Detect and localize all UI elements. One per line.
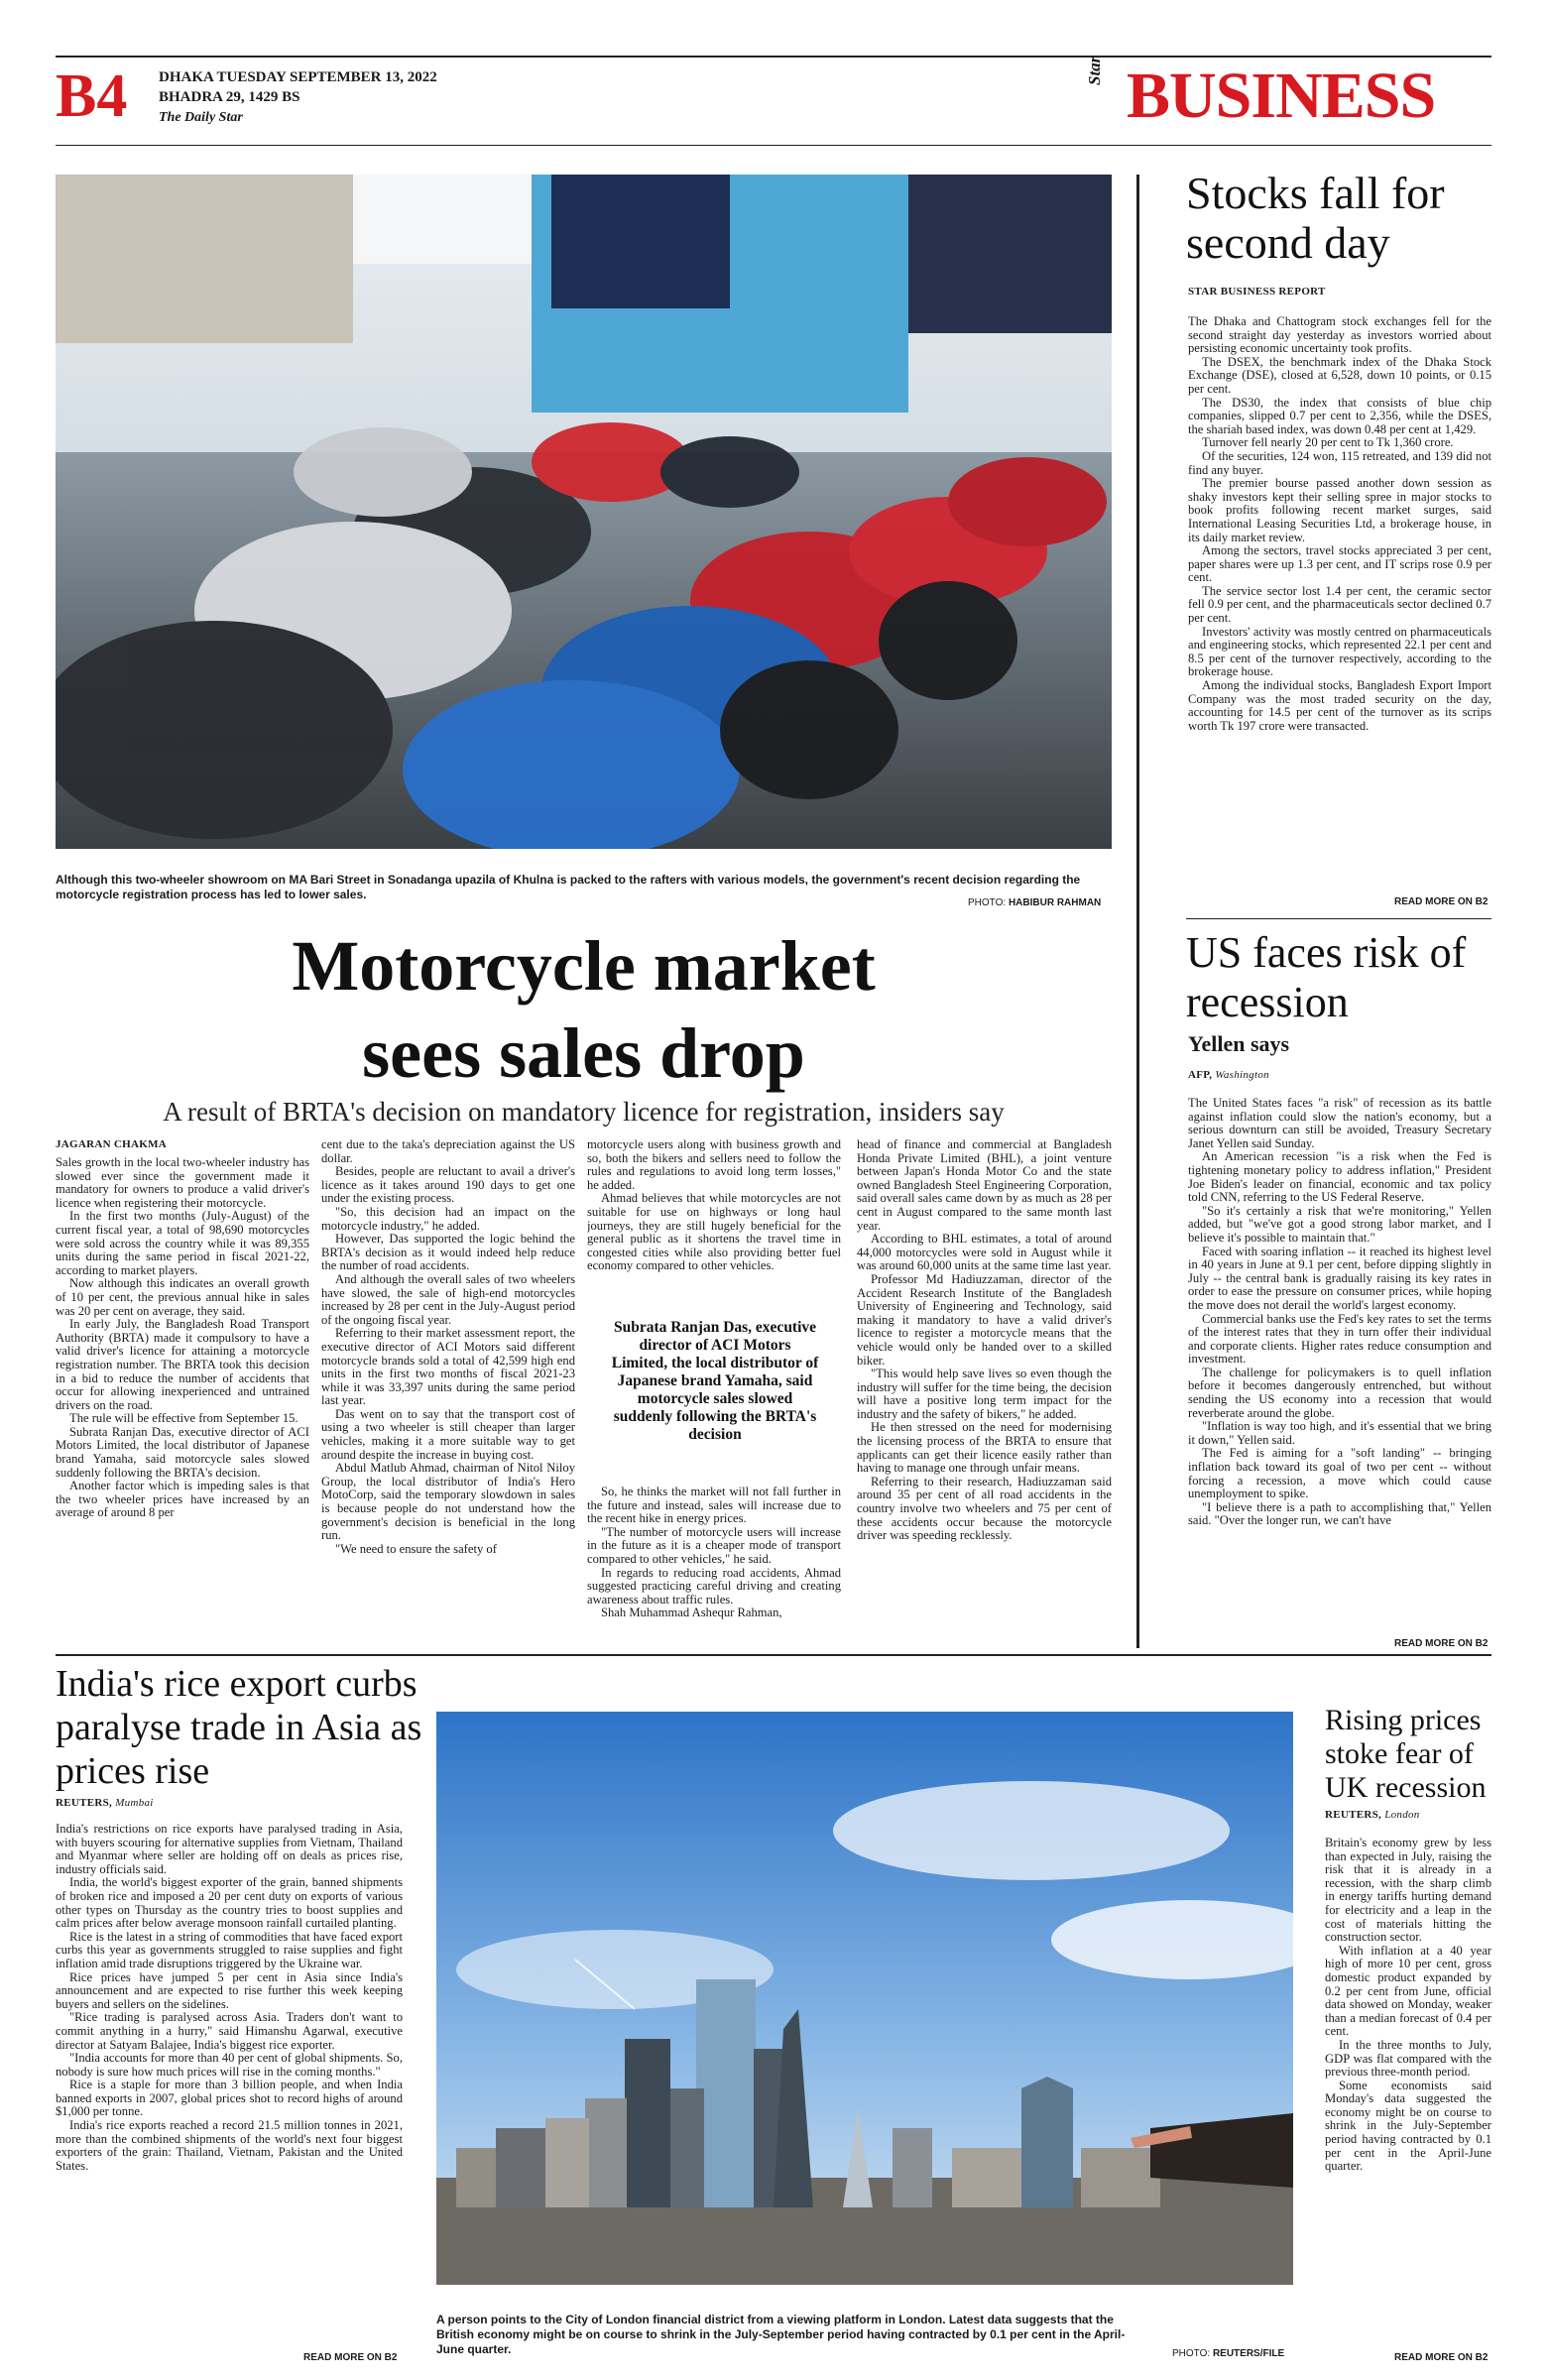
paragraph: The United States faces "a risk" of recession as its battle against inflation could slow the nation's economy, but a serious downturn can still be avoided, Treasury Secretary Janet Yellen said Sunday.: [1188, 1097, 1491, 1150]
paragraph: The premier bourse passed another down session as shaky investors kept their selling spree in major stocks to book profits following recent market surges, said International Leasing Securities Ltd, a brokerage house, in its daily market review.: [1188, 476, 1491, 544]
lead-headline-line2: sees sales drop: [362, 1013, 805, 1093]
section-title: BUSINESS: [1127, 60, 1436, 132]
stocks-body: [1188, 315, 1491, 891]
pull-quote: Subrata Ranjan Das, executive director of ACI Motors Limited, the local distributor of Japanese brand Yamaha, said motorcycle sales slowed suddenly following the BRTA's decision: [611, 1319, 819, 1443]
paragraph: However, Das supported the logic behind the BRTA's decision as it would indeed help reduce the number of road accidents.: [321, 1232, 575, 1273]
paragraph: According to BHL estimates, a total of around 44,000 motorcycles were sold in August while it was around 60,000 units at the same time last year.: [857, 1232, 1112, 1273]
lead-photo-caption: Although this two-wheeler showroom on MA Bari Street in Sonadanga upazila of Khulna is packed to the rafters with various models, the government's recent decision regarding the motorcycle registration process has led to lower sales.: [56, 873, 1081, 901]
us-byline: AFP, Washington: [1188, 1069, 1269, 1081]
paragraph: The DS30, the index that consists of blue chip companies, slipped 0.7 per cent to 2,356, while the DSES, the shariah based index, was down 0.48 per cent at 1,429.: [1188, 395, 1491, 436]
us-subhead: Yellen says: [1188, 1031, 1290, 1056]
paragraph: An American recession "is a risk when the Fed is tightening monetary policy to address inflation," President Joe Biden's leader on financial, economic and tax policy told CNN, referring to the US Federal Reserve.: [1188, 1149, 1491, 1205]
paragraph: Shah Muhammad Ashequr Rahman,: [601, 1606, 782, 1620]
paragraph: The Fed is aiming for a "soft landing" -- bringing inflation back toward its goal of two per cent -- without forcing a recession, a move which could cause unemployment to spike.: [1188, 1446, 1491, 1501]
paragraph: "Inflation is way too high, and it's essential that we bring it down," Yellen said.: [1188, 1419, 1491, 1447]
paragraph: "So, this decision had an impact on the motorcycle industry," he added.: [321, 1204, 575, 1233]
date-line: DHAKA TUESDAY SEPTEMBER 13, 2022: [159, 69, 437, 85]
paragraph: The DSEX, the benchmark index of the Dhaka Stock Exchange (DSE), closed at 6,528, down 10 points, or 0.15 per cent.: [1188, 354, 1491, 396]
paragraph: Referring to their research, Hadiuzzaman said around 35 per cent of all road accidents in the country involve two wheelers and 75 per cent of these accidents occur because the motorcycle driver was speeding recklessly.: [857, 1474, 1112, 1543]
paragraph: The rule will be effective from September 15.: [69, 1411, 298, 1426]
sidebar-divider: [1136, 175, 1139, 1648]
paragraph: So, he thinks the market will not fall further in the future and instead, sales will increase due to the recent hike in energy prices.: [587, 1486, 841, 1526]
uk-byline: REUTERS, London: [1325, 1809, 1420, 1821]
paragraph: In early July, the Bangladesh Road Transport Authority (BRTA) made it compulsory to have a valid driver's licence for attaining a motorcycle registration number. The BRTA took this decision in a bid to reduce the number of accidents that occur for allowing inexperienced and untrained drivers on the road.: [56, 1317, 309, 1412]
paragraph: Rice is a staple for more than 3 billion people, and when India banned exports in 2007, global prices shot to record highs of around $1,000 per tonne.: [56, 2078, 403, 2119]
paragraph: In regards to reducing road accidents, Ahmad suggested practicing careful driving and creating awareness about traffic rules.: [587, 1565, 841, 1606]
paragraph: Subrata Ranjan Das, executive director of ACI Motors Limited, the local distributor of Japanese brand Yamaha, said motorcycle sales slowed suddenly following the BRTA's decision.: [56, 1424, 309, 1480]
paragraph: Faced with soaring inflation -- it reached its highest level in 40 years in June at 9.1 per cent, before dipping slightly in July -- the central bank is gradually raising its key rates in order to ease the pressure on consumer prices, while hoping the move does not derail the world's largest economy.: [1188, 1244, 1491, 1312]
paragraph: head of finance and commercial at Bangladesh Honda Private Limited (BHL), a joint venture between Japan's Honda Motor Co and the state owned Bangladesh Steel Engineering Corporation, said overall sales came down by as much as 28 per cent in August compared to the same month last year.: [857, 1138, 1112, 1233]
paragraph: "This would help save lives so even though the industry will suffer for the time being, the decision will have a positive long term impact for the industry and the safety of bikers," he added.: [857, 1367, 1112, 1421]
paragraph: In the three months to July, GDP was flat compared with the previous three-month period.: [1325, 2037, 1491, 2080]
paragraph: Sales growth in the local two-wheeler industry has slowed ever since the government made it mandatory for owners to produce a valid driver's licence when registering their motorcycle.: [56, 1156, 309, 1210]
bottom-section-rule: [56, 1654, 1491, 1656]
star-mark: Star: [1085, 56, 1104, 85]
paragraph: Rice prices have jumped 5 per cent in Asia since India's announcement and are expected to rise further this week keeping buyers and sellers on the sidelines.: [56, 1969, 403, 2011]
masthead-rule: [56, 145, 1491, 146]
paragraph: "So it's certainly a risk that we're monitoring," Yellen added, but "we've got a good strong labor market, and I believe it's possible to maintain that.": [1188, 1203, 1491, 1245]
paragraph: cent due to the taka's depreciation against the US dollar.: [321, 1138, 575, 1165]
london-photo-caption: A person points to the City of London financial district from a viewing platform in London. Latest data suggests that the British economy might be on course to shrink in the July-September period having contracted by 0.1 per cent in the April-June quarter.: [436, 2313, 1126, 2356]
paragraph: India's restrictions on rice exports have paralysed trading in Asia, with buyers scouring for alternative supplies from Vietnam, Thailand and Myanmar where seller are holding off on deals as prices rise, industry officials said.: [56, 1823, 403, 1876]
uk-headline: Rising prices stoke fear of UK recession: [1325, 1704, 1487, 1804]
lead-col-3-top: [587, 1138, 841, 1313]
paragraph: Now although this indicates an overall growth of 10 per cent, the previous annual hike in sales was 20 per cent on average, they said.: [56, 1276, 309, 1318]
paragraph: Das went on to say that the transport cost of using a two wheeler is still cheaper than larger vehicles, making it a more suitable way to get around despite the increase in buying cost.: [321, 1406, 575, 1462]
paragraph: Some economists said Monday's data suggested the economy might be on course to shrink in the July-September period having contracted by 0.1 per cent in the April-June quarter.: [1325, 2078, 1491, 2174]
india-byline: REUTERS, Mumbai: [56, 1797, 154, 1809]
paragraph: Britain's economy grew by less than expected in July, raising the risk that it is already in a recession, with the sharp climb in energy tariffs hurting demand for electricity and a leap in the cost of materials hitting the construction sector.: [1325, 1837, 1491, 1945]
us-headline: US faces risk of recession: [1186, 928, 1467, 1026]
paragraph: Referring to their market assessment report, the executive director of ACI Motors said different motorcycle brands sold a total of 42,599 high end units in the first two months of fiscal 2021-23 while it was 33,397 units during the same period last year.: [321, 1326, 575, 1408]
paragraph: "India accounts for more than 40 per cent of global shipments. So, nobody is sure how much prices will rise in the coming months.": [56, 2051, 403, 2079]
paragraph: Commercial banks use the Fed's key rates to set the terms of the interest rates that they in turn offer their individual and corporate clients. Higher rates reduce consumption and investment.: [1188, 1311, 1491, 1367]
paragraph: Rice is the latest in a string of commodities that have faced export curbs this year as governments struggled to raise supplies and fight inflation amid trade disruptions triggered by the Ukraine war.: [56, 1929, 403, 1970]
paragraph: He then stressed on the need for modernising the licensing process of the BRTA to ensure that applicants can get their licence easily rather than having to manage one through unfair means.: [857, 1420, 1112, 1476]
bangla-date: BHADRA 29, 1429 BS: [159, 89, 300, 105]
uk-read-more[interactable]: READ MORE ON B2: [1394, 2352, 1489, 2363]
paragraph: Ahmad believes that while motorcycles are not suitable for use on highways or long haul journeys, they are still hugely beneficial for the general public as it shortens the travel time in congested cities while also providing better fuel economy compared to other vehicles.: [587, 1191, 841, 1273]
india-read-more[interactable]: READ MORE ON B2: [303, 2352, 398, 2363]
paragraph: Turnover fell nearly 20 per cent to Tk 1,360 crore.: [1202, 435, 1454, 450]
showroom-photo: [56, 175, 1112, 849]
stocks-read-more[interactable]: READ MORE ON B2: [1394, 896, 1489, 907]
lead-col-2: [321, 1138, 575, 1654]
paragraph: Another factor which is impeding sales is that the two wheeler prices have increased by an average of around 8 per: [56, 1479, 309, 1520]
paragraph: The challenge for policymakers is to quell inflation before it becomes dangerously entrenched, but without sending the US economy into a recession that would reverberate around the globe.: [1188, 1365, 1491, 1420]
paragraph: motorcycle users along with business growth and so, both the bikers and sellers need to follow the rules and regulations to avoid long term losses," he added.: [587, 1138, 841, 1192]
us-read-more[interactable]: READ MORE ON B2: [1394, 1638, 1489, 1649]
paragraph: India's rice exports reached a record 21.5 million tonnes in 2021, more than the combined shipments of the world's next four biggest exporters of the grain: Thailand, Vietnam, Pakistan and the United States.: [56, 2118, 403, 2173]
lead-col-4: [857, 1138, 1112, 1654]
paragraph: Among the sectors, travel stocks appreciated 3 per cent, paper shares were up 1.3 per cent, and IT scrips rose 0.9 per cent.: [1188, 543, 1491, 585]
paragraph: With inflation at a 40 year high of more 10 per cent, gross domestic product expanded by 0.2 per cent from June, official data showed on Monday, weaker than a median forecast of 0.4 per cent.: [1325, 1943, 1491, 2039]
paragraph: Besides, people are reluctant to avail a driver's licence as it takes around 190 days to get one under the existing process.: [321, 1164, 575, 1206]
paragraph: "I believe there is a path to accomplishing that," Yellen said. "Over the longer run, we can't have: [1188, 1499, 1491, 1528]
paragraph: The service sector lost 1.4 per cent, the ceramic sector fell 0.9 per cent, and the pharmaceuticals sector declined 0.7 per cent.: [1188, 583, 1491, 626]
page-number: B4: [56, 62, 128, 130]
india-body: [56, 1823, 403, 2338]
paragraph: Abdul Matlub Ahmad, chairman of Nitol Niloy Group, the local distributor of India's Hero MotoCorp, said the temporary slowdown in sales is because people do not understand how the government's decision is beneficial in the long run.: [321, 1461, 575, 1543]
paragraph: The Dhaka and Chattogram stock exchanges fell for the second straight day yesterday as investors worried about persisting economic uncertainty took profits.: [1188, 315, 1491, 356]
lead-byline: JAGARAN CHAKMA: [56, 1138, 168, 1150]
uk-body: [1325, 1837, 1491, 2342]
london-photo-credit: PHOTO: REUTERS/FILE: [1172, 2348, 1285, 2359]
lead-col-3-bottom: [587, 1486, 841, 1654]
stocks-headline: Stocks fall for second day: [1186, 168, 1445, 268]
paragraph: India, the world's biggest exporter of the grain, banned shipments of broken rice and imposed a 20 per cent duty on exports of various other types on Thursday as the country tries to boost supplies and calm prices after below average monsoon rainfall curtailed planting.: [56, 1875, 403, 1931]
lead-headline-line1: Motorcycle market: [292, 926, 876, 1006]
paragraph: Of the securities, 124 won, 115 retreated, and 139 did not find any buyer.: [1188, 448, 1491, 477]
paragraph: And although the overall sales of two wheelers have slowed, the sale of high-end motorcycles increased by 28 per cent in the July-August period of the ongoing fiscal year.: [321, 1271, 575, 1327]
lead-col-1: [56, 1156, 309, 1652]
paragraph: Professor Md Hadiuzzaman, director of the Accident Research Institute of the Bangladesh University of Engineering and Technology, said making it mandatory to have a valid driver's licence to register a motorcycle means that the vehicle would only be handed over to a skilled biker.: [857, 1271, 1112, 1368]
stocks-byline: STAR BUSINESS REPORT: [1188, 286, 1326, 298]
lead-subhead: A result of BRTA's decision on mandatory licence for registration, insiders say: [163, 1097, 1005, 1127]
lead-photo-credit: PHOTO: HABIBUR RAHMAN: [968, 897, 1102, 908]
india-headline: India's rice export curbs paralyse trade in Asia as prices rise: [56, 1663, 422, 1792]
paragraph: Among the individual stocks, Bangladesh Export Import Company was the most traded security on the day, accounting for 14.5 per cent of the turnover as its scrips worth Tk 197 crore were transacted.: [1188, 678, 1491, 733]
paragraph: "The number of motorcycle users will increase in the future as it is a cheaper mode of transport compared to other vehicles," he said.: [587, 1524, 841, 1566]
london-skyline-photo: [436, 1712, 1293, 2285]
us-body: [1188, 1097, 1491, 1638]
paragraph: "We need to ensure the safety of: [335, 1541, 497, 1556]
paragraph: "Rice trading is paralysed across Asia. Traders don't want to commit anything in a hurry," said Himanshu Agarwal, executive director at Satyam Balajee, India's biggest rice exporter.: [56, 2010, 403, 2052]
paragraph: In the first two months (July-August) of the current fiscal year, a total of 98,690 motorcycles were sold across the country while it was 89,355 units during the same period in fiscal 2021-22, according to market players.: [56, 1209, 309, 1277]
sidebar-rule: [1186, 918, 1491, 919]
top-rule: [56, 56, 1491, 58]
paragraph: Investors' activity was mostly centred on pharmaceuticals and engineering stocks, which represented 22.1 per cent and 8.5 per cent of the turnover respectively, according to the brokerage house.: [1188, 624, 1491, 679]
paper-name: The Daily Star: [159, 110, 243, 125]
